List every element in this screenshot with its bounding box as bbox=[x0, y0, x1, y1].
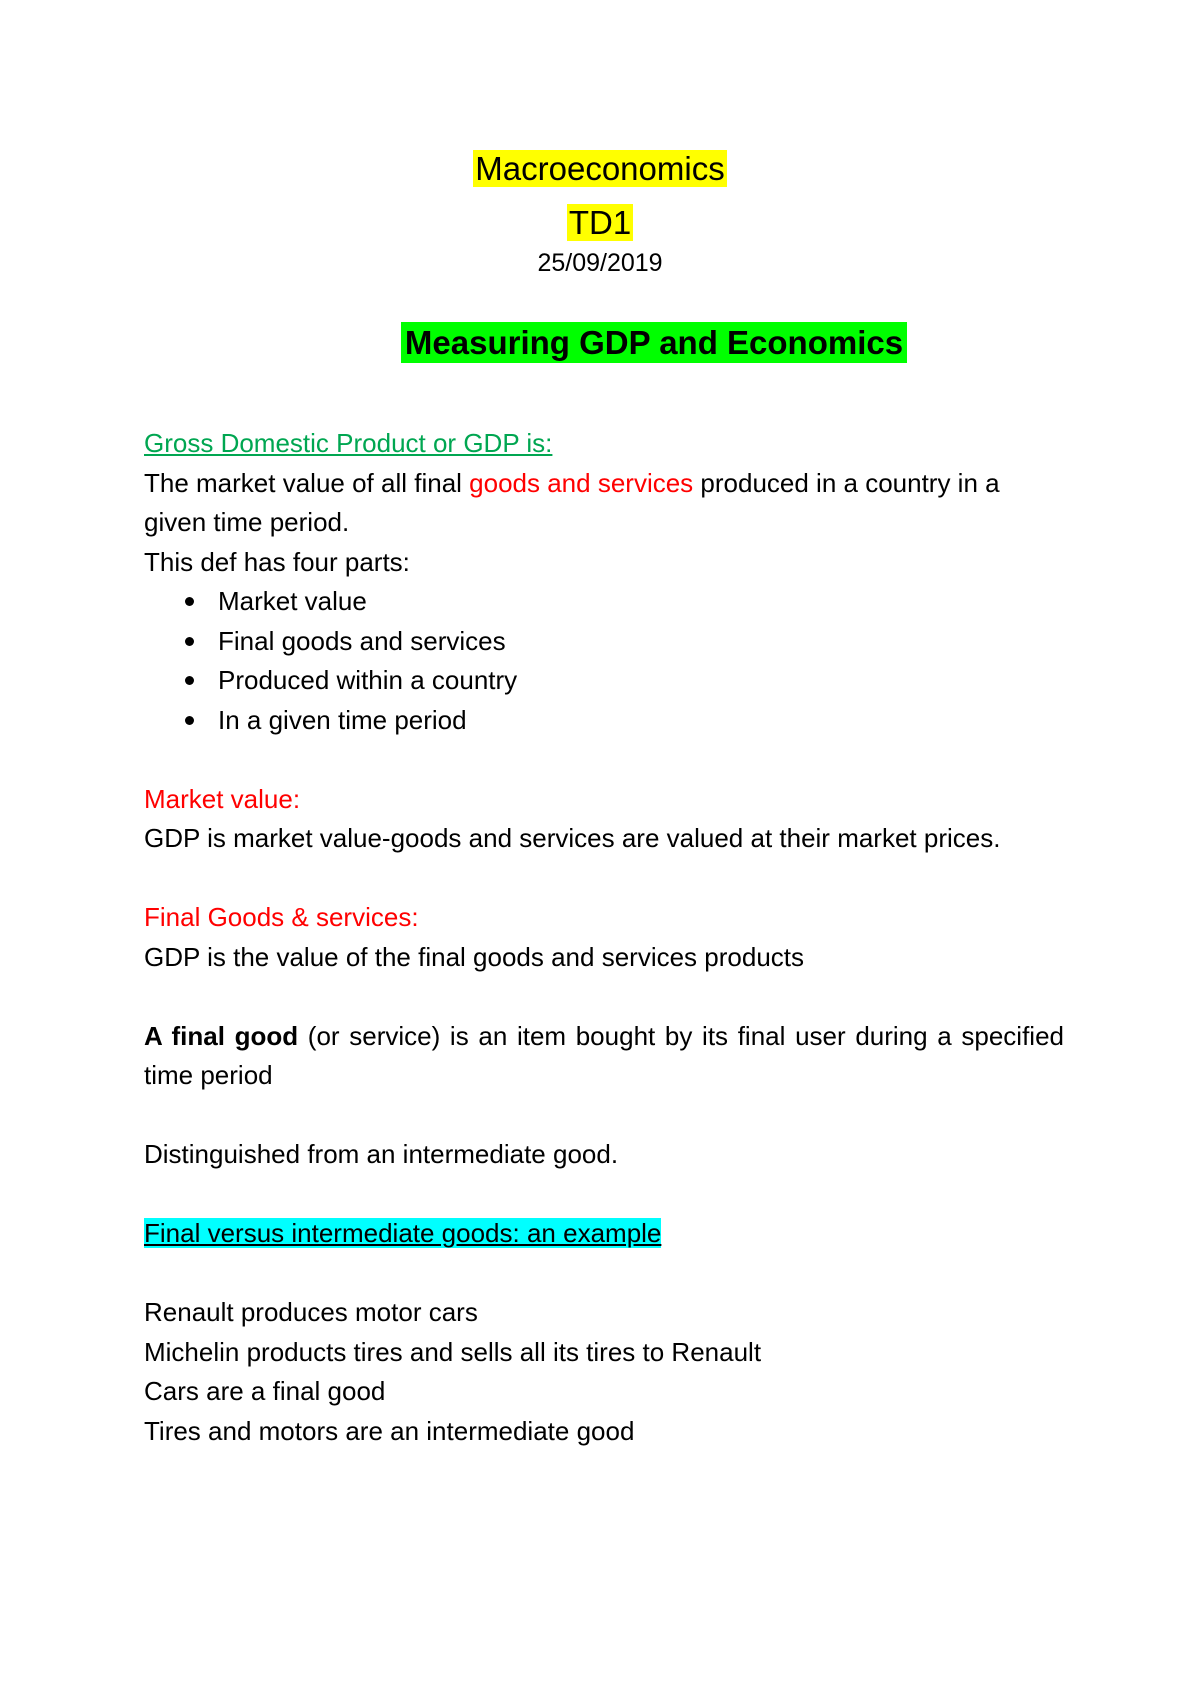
gdp-definition bbox=[144, 464, 1064, 543]
bullet-icon bbox=[185, 637, 194, 646]
bullet-icon bbox=[185, 676, 194, 685]
example-line: Renault produces motor cars bbox=[144, 1297, 478, 1327]
gdp-heading bbox=[144, 424, 1064, 464]
spacer bbox=[144, 740, 1064, 780]
spacer bbox=[144, 977, 1064, 1017]
parts-intro: This def has four parts: bbox=[144, 546, 410, 577]
list-item-label: In a given time period bbox=[218, 704, 467, 735]
list-item bbox=[144, 701, 1064, 741]
example-line: Cars are a final good bbox=[144, 1376, 386, 1406]
market-value-heading: Market value: bbox=[144, 783, 301, 814]
bullet-icon bbox=[185, 597, 194, 606]
spacer bbox=[144, 859, 1064, 899]
parts-list bbox=[144, 582, 1064, 740]
spacer bbox=[144, 1254, 1064, 1294]
document-date: 25/09/2019 bbox=[537, 249, 663, 277]
example-heading-text: Final versus intermediate goods: an example bbox=[144, 1218, 662, 1248]
title-td1: TD1 bbox=[568, 204, 632, 241]
list-item-label: Market value bbox=[218, 586, 367, 616]
list-item bbox=[144, 622, 1064, 662]
title-line-1 bbox=[0, 146, 1200, 192]
list-item bbox=[144, 582, 1064, 622]
main-heading bbox=[0, 320, 1200, 366]
example-line: Tires and motors are an intermediate good bbox=[144, 1415, 635, 1446]
gdp-def-after: produced in a country in a given time period. bbox=[144, 467, 1000, 537]
final-good-definition bbox=[144, 1017, 1064, 1096]
final-goods-heading: Final Goods & services: bbox=[144, 902, 419, 932]
gdp-def-before: The market value of all final bbox=[144, 467, 470, 498]
distinguished-text: Distinguished from an intermediate good. bbox=[144, 1139, 619, 1169]
title-line-2 bbox=[0, 200, 1200, 246]
document-body bbox=[144, 424, 1064, 1451]
gdp-heading-text: Gross Domestic Product or GDP is: bbox=[144, 428, 553, 458]
gdp-def-highlight: goods and services bbox=[469, 467, 694, 498]
bullet-icon bbox=[185, 716, 194, 725]
main-heading-text: Measuring GDP and Economics bbox=[401, 322, 907, 363]
example-line: Michelin products tires and sells all its tires to Renault bbox=[144, 1336, 762, 1367]
list-item-label: Produced within a country bbox=[218, 665, 518, 695]
spacer bbox=[144, 1175, 1064, 1215]
spacer bbox=[144, 1096, 1064, 1136]
title-macroeconomics: Macroeconomics bbox=[475, 150, 725, 187]
final-good-term: A final good bbox=[144, 1020, 299, 1051]
final-good-def-rest: (or service) is an item bought by its final user during a specified time period bbox=[144, 1020, 1064, 1090]
example-heading bbox=[144, 1214, 1064, 1254]
list-item bbox=[144, 661, 1064, 701]
market-value-text: GDP is market value-goods and services are valued at their market prices. bbox=[144, 823, 1001, 853]
list-item-label: Final goods and services bbox=[218, 625, 506, 656]
final-goods-text: GDP is the value of the final goods and services products bbox=[144, 941, 805, 972]
